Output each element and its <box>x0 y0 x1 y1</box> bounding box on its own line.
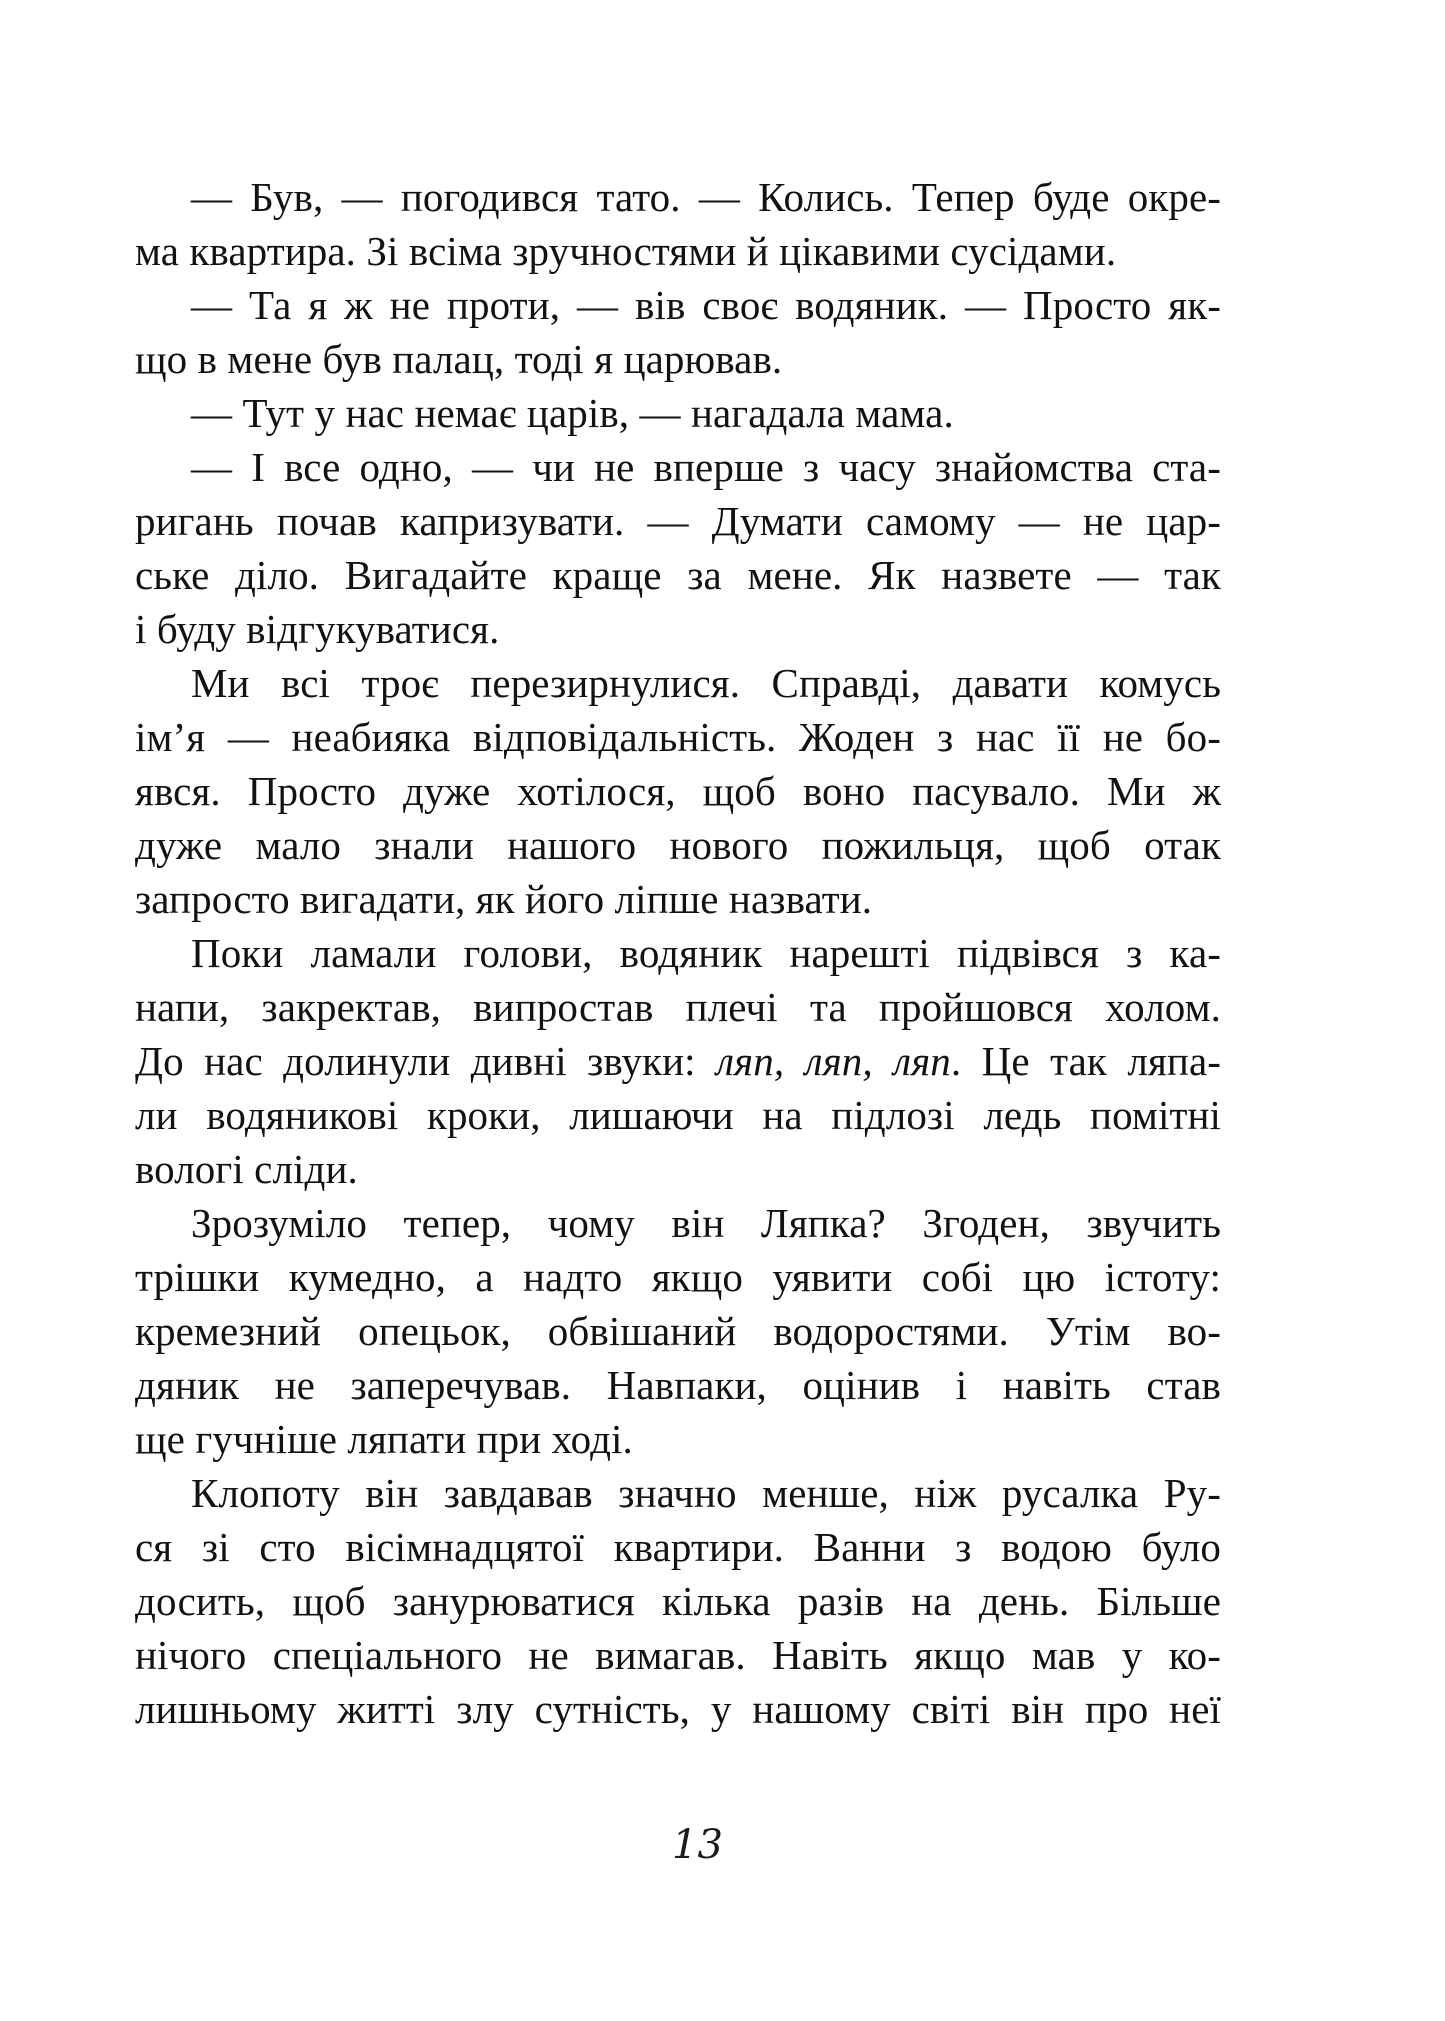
text-line <box>135 278 1221 332</box>
text-line <box>135 764 1221 818</box>
text-segment: нічого спеціального не вимагав. Навіть якщо мав у ко- <box>135 1632 1221 1678</box>
text-segment: напи, закректав, випростав плечі та пройшовся холом. <box>135 984 1221 1030</box>
text-line <box>135 386 1221 440</box>
text-line <box>135 332 1221 386</box>
text-line <box>135 1466 1221 1520</box>
text-segment: вологі сліди. <box>135 1146 358 1192</box>
text-line <box>135 1628 1221 1682</box>
text-segment: Клопоту він завдавав значно менше, ніж русалка Ру- <box>191 1470 1221 1516</box>
page-number: 13 <box>672 1822 723 1868</box>
text-segment: трішки кумедно, а надто якщо уявити собі цю істоту: <box>135 1254 1221 1300</box>
text-segment: ське діло. Вигадайте краще за мене. Як назвете — так <box>135 552 1221 598</box>
text-line <box>135 872 1221 926</box>
text-segment: досить, щоб занурюватися кілька разів на день. Більше <box>135 1578 1221 1624</box>
text-segment: — Та я ж не проти, — вів своє водяник. — Просто як- <box>191 282 1221 328</box>
text-line <box>135 170 1221 224</box>
text-segment: . Це так ляпа- <box>950 1038 1221 1084</box>
text-block <box>135 170 1221 1736</box>
text-segment: — І все одно, — чи не вперше з часу знайомства ста- <box>191 444 1221 490</box>
text-line <box>135 1682 1221 1736</box>
text-line <box>135 1034 1221 1088</box>
text-line <box>135 1574 1221 1628</box>
text-segment: — Був, — погодився тато. — Колись. Тепер буде окре- <box>191 174 1221 220</box>
text-segment: дуже мало знали нашого нового пожильця, щоб отак <box>135 822 1221 868</box>
text-line <box>135 1520 1221 1574</box>
text-line <box>135 1358 1221 1412</box>
text-line <box>135 926 1221 980</box>
text-segment: Ми всі троє перезирнулися. Справді, давати комусь <box>191 660 1221 706</box>
text-line <box>135 1088 1221 1142</box>
text-segment: До нас долинули дивні звуки: <box>135 1038 717 1084</box>
text-segment: явся. Просто дуже хотілося, щоб воно пасувало. Ми ж <box>135 768 1221 814</box>
text-line <box>135 710 1221 764</box>
italic-text-segment: ляп, ляп, ляп <box>716 1038 951 1084</box>
text-segment: запросто вигадати, як його ліпше назвати. <box>135 876 873 922</box>
text-line <box>135 980 1221 1034</box>
text-segment: Зрозуміло тепер, чому він Ляпка? Згоден, звучить <box>191 1200 1221 1246</box>
text-segment: лишньому житті злу сутність, у нашому світі він про неї <box>135 1686 1221 1732</box>
text-segment: що в мене був палац, тоді я царював. <box>135 336 783 382</box>
text-line <box>135 1304 1221 1358</box>
text-segment: кремезний опецьок, обвішаний водоростями. Утім во- <box>135 1308 1221 1354</box>
text-segment: дяник не заперечував. Навпаки, оцінив і навіть став <box>135 1362 1221 1408</box>
text-segment: Поки ламали голови, водяник нарешті підвівся з ка- <box>191 930 1221 976</box>
text-segment: ще гучніше ляпати при ході. <box>135 1416 633 1462</box>
text-segment: ся зі сто вісімнадцятої квартири. Ванни з водою було <box>135 1524 1221 1570</box>
text-line <box>135 656 1221 710</box>
text-line <box>135 1142 1221 1196</box>
text-segment: ли водяникові кроки, лишаючи на підлозі ледь помітні <box>135 1092 1221 1138</box>
text-line <box>135 494 1221 548</box>
text-line <box>135 224 1221 278</box>
text-line <box>135 1250 1221 1304</box>
text-line <box>135 602 1221 656</box>
text-segment: і буду відгукуватися. <box>135 606 500 652</box>
text-segment: ім’я — неабияка відповідальність. Жоден з нас її не бо- <box>135 714 1221 760</box>
text-line <box>135 1412 1221 1466</box>
text-segment: ригань почав капризувати. — Думати самому — не цар- <box>135 498 1221 544</box>
text-line <box>135 548 1221 602</box>
text-line <box>135 440 1221 494</box>
text-segment: ма квартира. Зі всіма зручностями й цікавими сусідами. <box>135 228 1117 274</box>
text-line <box>135 818 1221 872</box>
text-line <box>135 1196 1221 1250</box>
text-segment: — Тут у нас немає царів, — нагадала мама. <box>191 390 954 436</box>
